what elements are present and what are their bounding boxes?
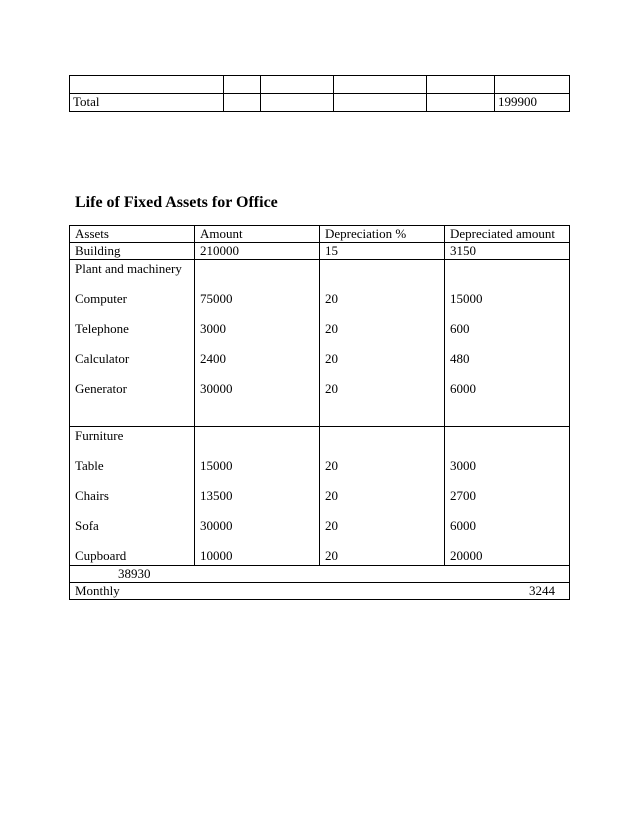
asset-amount: 13500 [200, 488, 233, 503]
asset-group-depreciated-amounts [445, 260, 570, 427]
asset-amount: 30000 [200, 381, 233, 396]
asset-depreciation-percent: 20 [325, 381, 338, 396]
asset-group-depreciation-percents [320, 427, 445, 566]
asset-name: Cupboard [75, 548, 127, 563]
table-cell [70, 76, 224, 94]
group-spacer [200, 428, 314, 458]
asset-depreciation-percent: 20 [325, 351, 338, 366]
asset-depreciated-amount: 2700 [450, 488, 476, 503]
monthly-label: Monthly [70, 583, 320, 600]
group-spacer [450, 261, 564, 291]
asset-name: Table [75, 458, 104, 473]
column-header-amount: Amount [195, 226, 320, 243]
group-spacer [325, 428, 439, 458]
table-cell [427, 76, 495, 94]
table-cell [224, 94, 261, 112]
column-header-assets: Assets [70, 226, 195, 243]
asset-name: Computer [75, 291, 127, 306]
table-row-furniture [70, 427, 570, 566]
asset-amount: 3000 [200, 321, 226, 336]
group-spacer [200, 261, 314, 291]
asset-depreciation-percent: 20 [325, 321, 338, 336]
asset-group-amounts [195, 427, 320, 566]
asset-name: Calculator [75, 351, 130, 366]
table-row-plant-machinery [70, 260, 570, 427]
asset-name: Sofa [75, 518, 99, 533]
asset-depreciated-amount: 20000 [450, 548, 483, 563]
asset-depreciation-percent: 20 [325, 548, 338, 563]
asset-group-names [70, 260, 195, 427]
asset-group-amounts [195, 260, 320, 427]
table-cell [224, 76, 261, 94]
total-value: 38930 [70, 566, 570, 583]
monthly-row [70, 583, 570, 600]
asset-amount: 2400 [200, 351, 226, 366]
asset-name: Generator [75, 381, 127, 396]
asset-depreciated-amount: 3150 [445, 243, 570, 260]
asset-depreciated-amount: 15000 [450, 291, 483, 306]
asset-amount: 210000 [195, 243, 320, 260]
asset-depreciated-amount: 6000 [450, 518, 476, 533]
table-cell [495, 76, 570, 94]
asset-group-depreciation-percents [320, 260, 445, 427]
table-cell [261, 76, 334, 94]
total-label: Total [70, 94, 224, 112]
asset-name: Telephone [75, 321, 129, 336]
asset-name: Chairs [75, 488, 109, 503]
table-cell [334, 94, 427, 112]
group-spacer [325, 261, 439, 291]
section-title: Life of Fixed Assets for Office [75, 194, 278, 211]
total-value: 199900 [495, 94, 570, 112]
table-row [70, 76, 570, 94]
column-header-depreciated-amount: Depreciated amount [445, 226, 570, 243]
asset-name: Building [70, 243, 195, 260]
asset-depreciation-percent: 20 [325, 291, 338, 306]
table-row-building [70, 243, 570, 260]
asset-depreciation-percent: 20 [325, 458, 338, 473]
total-row [70, 566, 570, 583]
asset-amount: 75000 [200, 291, 233, 306]
asset-depreciation-percent: 15 [320, 243, 445, 260]
asset-depreciated-amount: 3000 [450, 458, 476, 473]
asset-depreciation-percent: 20 [325, 518, 338, 533]
header-row [70, 226, 570, 243]
asset-depreciated-amount: 600 [450, 321, 470, 336]
asset-amount: 10000 [200, 548, 233, 563]
asset-depreciated-amount: 480 [450, 351, 470, 366]
table-cell [427, 94, 495, 112]
asset-depreciation-percent: 20 [325, 488, 338, 503]
previous-table-fragment [69, 75, 570, 112]
asset-depreciated-amount: 6000 [450, 381, 476, 396]
table-cell [261, 94, 334, 112]
fixed-assets-table [69, 225, 570, 600]
asset-group-depreciated-amounts [445, 427, 570, 566]
group-label: Plant and machinery [75, 261, 182, 276]
column-header-depreciation-percent: Depreciation % [320, 226, 445, 243]
asset-amount: 30000 [200, 518, 233, 533]
table-cell [334, 76, 427, 94]
group-spacer [450, 428, 564, 458]
asset-group-names [70, 427, 195, 566]
monthly-value: 3244 [320, 583, 570, 600]
group-label: Furniture [75, 428, 124, 443]
asset-amount: 15000 [200, 458, 233, 473]
total-row [70, 94, 570, 112]
